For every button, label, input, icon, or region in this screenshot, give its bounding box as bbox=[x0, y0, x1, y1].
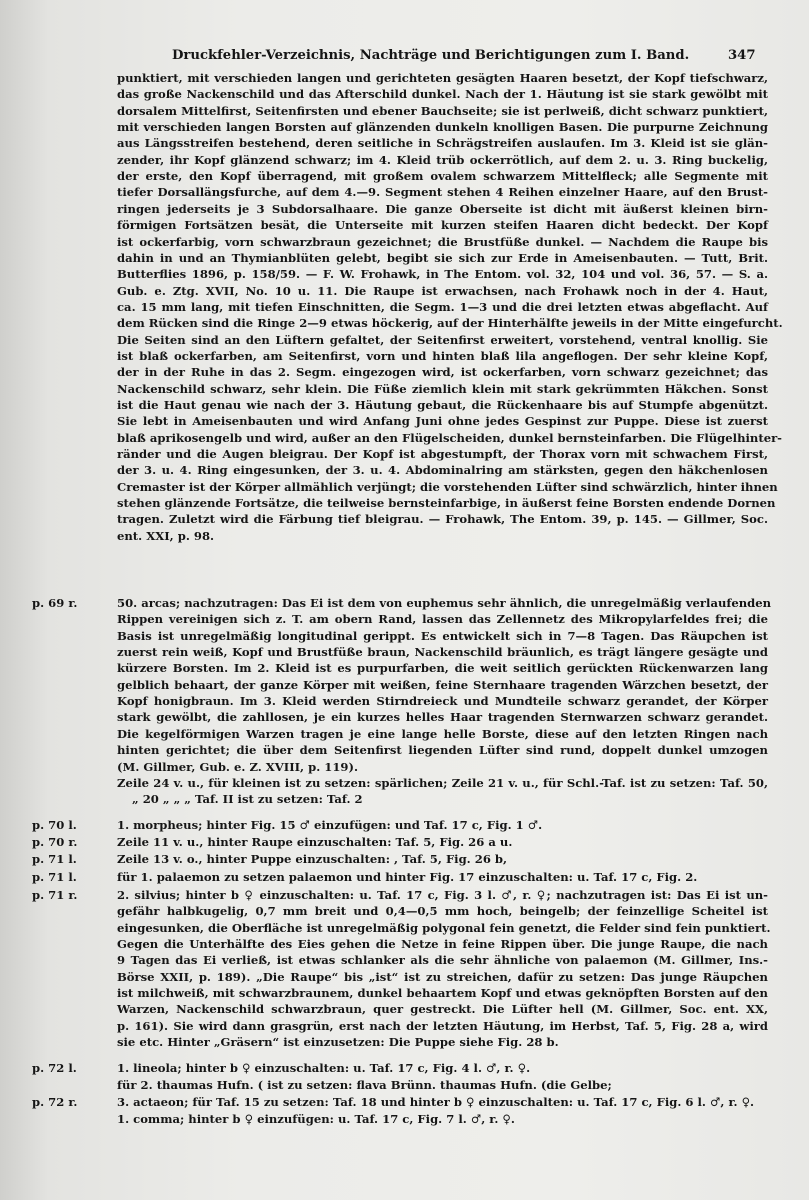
text-line: Cremaster ist der Körper allmählich verjüngt; die vorstehenden Lüfter sind schwärzlich, hinter ihnen bbox=[117, 479, 778, 494]
text-line: blaß aprikosengelb und wird, außer an den Flügelscheiden, dunkel bernsteinfarben. Die Flügelhinter- bbox=[117, 430, 782, 445]
text-line: 9 Tagen das Ei verließ, ist etwas schlanker als die sehr ähnliche von palaemon (M. Gillmer, Ins.- bbox=[117, 953, 768, 968]
page-reference: p. 71 l. bbox=[32, 870, 77, 884]
text-line: für 2. thaumas Hufn. ( ist zu setzen: flava Brünn. thaumas Hufn. (die Gelbe; bbox=[117, 1078, 612, 1092]
text-line: 3. actaeon; für Taf. 15 zu setzen: Taf. 18 und hinter b ♀ einzuschalten: u. Taf. 17 c, Fig. 6 l. ♂, r. ♀. bbox=[117, 1095, 755, 1109]
text-line: 1. lineola; hinter b ♀ einzuschalten: u. Taf. 17 c, Fig. 4 l. ♂, r. ♀. bbox=[117, 1061, 531, 1075]
text-line: ent. XXI, p. 98. bbox=[117, 528, 215, 543]
text-line: 1. morpheus; hinter Fig. 15 ♂ einzufügen: und Taf. 17 c, Fig. 1 ♂. bbox=[117, 818, 543, 832]
text-line: hinten gerichtet; die über dem Seitenfirst liegenden Lüfter sind rund, doppelt dunkel umzogen bbox=[117, 743, 768, 758]
text-line: Rippen vereinigen sich z. T. am obern Rand, lassen das Zellennetz des Mikropylarfeldes frei; die bbox=[117, 612, 768, 627]
text-line: zuerst rein weiß, Kopf und Brustfüße braun, Nackenschild bräunlich, es trägt längere gesägte und bbox=[117, 645, 768, 660]
text-line: mit verschieden langen Borsten auf glänzenden dunkeln knolligen Basen. Die purpurne Zeichnung bbox=[117, 120, 768, 135]
text-line: förmigen Fortsätzen besät, die Unterseite mit kurzen steifen Haaren dicht bedeckt. Der Kopf bbox=[117, 218, 768, 233]
text-line: Zeile 13 v. o., hinter Puppe einzuschalten: , Taf. 5, Fig. 26 b, bbox=[117, 852, 508, 866]
text-line: stehen glänzende Fortsätze, die teilweise bernsteinfarbige, in äußerst feine Borsten endende Dornen bbox=[117, 496, 776, 511]
page-reference: p. 72 r. bbox=[32, 1095, 78, 1109]
text-line: Zeile 11 v. u., hinter Raupe einzuschalten: Taf. 5, Fig. 26 a u. bbox=[117, 835, 513, 849]
text-line: ca. 15 mm lang, mit tiefen Einschnitten, die Segm. 1—3 und die drei letzten etwas abgeflacht. Auf bbox=[117, 299, 768, 314]
text-line: der 3. u. 4. Ring eingesunken, der 3. u. 4. Abdominalring am stärksten, gegen den häkchenlosen bbox=[117, 463, 768, 478]
text-line: p. 161). Sie wird dann grasgrün, erst nach der letzten Häutung, im Herbst, Taf. 5, Fig. 28 a, wird bbox=[117, 1018, 768, 1033]
text-line: zender, ihr Kopf glänzend schwarz; im 4. Kleid trüb ockerrötlich, auf dem 2. u. 3. Ring buckelig, bbox=[117, 152, 768, 167]
page-reference: p. 71 l. bbox=[32, 852, 77, 866]
text-line: stark gewölbt, die zahllosen, je ein kurzes helles Haar tragenden Sternwarzen schwarz gerandet. bbox=[117, 710, 768, 725]
text-line: Nackenschild schwarz, sehr klein. Die Füße ziemlich klein mit stark gekrümmten Häkchen. Sonst bbox=[117, 381, 768, 396]
text-line: kürzere Borsten. Im 2. Kleid ist es purpurfarben, die weit seitlich gerückten Rückenwarzen lang bbox=[117, 661, 768, 676]
text-line: sie etc. Hinter „Gräsern“ ist einzusetzen: Die Puppe siehe Fig. 28 b. bbox=[117, 1035, 559, 1050]
text-line: Kopf honigbraun. Im 3. Kleid werden Stirndreieck und Mundteile schwarz gerandet, der Körper bbox=[117, 694, 768, 709]
text-line: dahin in und an Thymianblüten gelebt, begibt sie sich zur Erde in Ameisenbauten. — Tutt, Brit. bbox=[117, 250, 768, 265]
text-line: 2. silvius; hinter b ♀ einzuschalten: u. Taf. 17 c, Fig. 3 l. ♂, r. ♀; nachzutragen ist: Das Ei ist un- bbox=[117, 888, 768, 902]
text-line: „ 20 „ „ „ Taf. II ist zu setzen: Taf. 2 bbox=[132, 792, 363, 807]
text-line: 1. comma; hinter b ♀ einzufügen: u. Taf. 17 c, Fig. 7 l. ♂, r. ♀. bbox=[117, 1112, 515, 1126]
text-line: 50. arcas; nachzutragen: Das Ei ist dem von euphemus sehr ähnlich, die unregelmäßig verlaufenden bbox=[117, 596, 772, 610]
text-line: der in der Ruhe in das 2. Segm. eingezogen wird, ist ockerfarben, vorn schwarz gezeichnet; das bbox=[117, 365, 768, 380]
page-reference: p. 70 l. bbox=[32, 818, 77, 832]
text-line: ist die Haut genau wie nach der 3. Häutung gebaut, die Rückenhaare bis auf Stumpfe abgenützt. bbox=[117, 398, 768, 412]
text-line: ist blaß ockerfarben, am Seitenfirst, vorn und hinten blaß lila angeflogen. Der sehr kleine Kopf, bbox=[117, 348, 768, 363]
text-line: Gegen die Unterhälfte des Eies gehen die Netze in feine Rippen über. Die junge Raupe, die nach bbox=[117, 937, 768, 952]
text-line: das große Nackenschild und das Afterschild dunkel. Nach der 1. Häutung ist sie stark gewölbt mit bbox=[117, 87, 768, 102]
page-reference: p. 70 r. bbox=[32, 835, 78, 849]
text-line: tragen. Zuletzt wird die Färbung tief bleigrau. — Frohawk, The Entom. 39, p. 145. — Gillmer, Soc. bbox=[117, 512, 768, 527]
page-number: 347 bbox=[728, 48, 756, 63]
page-reference: p. 72 l. bbox=[32, 1061, 77, 1075]
text-line: dorsalem Mittelfirst, Seitenfirsten und ebener Bauchseite; sie ist perlweiß, dicht schwarz punktiert, bbox=[117, 103, 768, 118]
text-line: Basis ist unregelmäßig longitudinal gerippt. Es entwickelt sich in 7—8 Tagen. Das Räupchen ist bbox=[117, 628, 768, 643]
text-line: Zeile 24 v. u., für kleinen ist zu setzen: spärlichen; Zeile 21 v. u., für Schl.-Taf. ist zu setzen: Taf. 50, bbox=[117, 775, 768, 790]
text-line: ist ockerfarbig, vorn schwarzbraun gezeichnet; die Brustfüße dunkel. — Nachdem die Raupe bis bbox=[117, 234, 768, 249]
text-line: dem Rücken sind die Ringe 2—9 etwas höckerig, auf der Hinterhälfte jeweils in der Mitte eingefurcht. bbox=[117, 316, 783, 331]
text-line: gefähr halbkugelig, 0,7 mm breit und 0,4—0,5 mm hoch, beingelb; der feinzellige Scheitel ist bbox=[117, 904, 768, 919]
text-line: der erste, den Kopf überragend, mit großem ovalem schwarzem Mittelfleck; alle Segmente mit bbox=[117, 169, 768, 184]
text-line: Warzen, Nackenschild schwarzbraun, quer gestreckt. Die Lüfter hell (M. Gillmer, Soc. ent. XX, bbox=[117, 1002, 768, 1017]
text-line: Butterflies 1896, p. 158/59. — F. W. Frohawk, in The Entom. vol. 32, 104 und vol. 36, 57. — S. a. bbox=[117, 267, 768, 282]
text-line: für 1. palaemon zu setzen palaemon und hinter Fig. 17 einzuschalten: u. Taf. 17 c, Fig. 2. bbox=[117, 870, 698, 884]
text-line: gelblich behaart, der ganze Körper mit weißen, feine Sternhaare tragenden Wärzchen besetzt, der bbox=[117, 677, 768, 692]
text-line: ränder und die Augen bleigrau. Der Kopf ist abgestumpft, der Thorax vorn mit schwachem First, bbox=[117, 447, 768, 462]
text-line: tiefer Dorsallängsfurche, auf dem 4.—9. Segment stehen 4 Reihen einzelner Haare, auf den Brust- bbox=[117, 185, 768, 200]
page-reference: p. 71 r. bbox=[32, 888, 78, 902]
text-line: punktiert, mit verschieden langen und gerichteten gesägten Haaren besetzt, der Kopf tiefschwarz, bbox=[117, 71, 768, 85]
text-line: Gub. e. Ztg. XVII, No. 10 u. 11. Die Raupe ist erwachsen, nach Frohawk noch in der 4. Haut, bbox=[117, 283, 768, 298]
text-line: Die kegelförmigen Warzen tragen je eine lange helle Borste, diese auf den letzten Ringen nach bbox=[117, 726, 768, 741]
page-reference: p. 69 r. bbox=[32, 596, 78, 610]
text-line: eingesunken, die Oberfläche ist unregelmäßig polygonal fein genetzt, die Felder sind fein punktiert. bbox=[117, 920, 771, 935]
text-line: Sie lebt in Ameisenbauten und wird Anfang Juni ohne jedes Gespinst zur Puppe. Diese ist zuerst bbox=[117, 414, 768, 429]
header-title: Druckfehler-Verzeichnis, Nachträge und Berichtigungen zum I. Band. bbox=[172, 48, 690, 63]
text-line: Die Seiten sind an den Lüftern gefaltet, der Seitenfirst erweitert, vorstehend, ventral knollig. Sie bbox=[117, 332, 768, 347]
text-line: aus Längsstreifen bestehend, deren seitliche in Schrägstreifen auslaufen. Im 3. Kleid ist sie glän- bbox=[117, 136, 768, 151]
text-line: ist milchweiß, mit schwarzbraunem, dunkel behaartem Kopf und etwas geknöpften Borsten auf den bbox=[117, 986, 768, 1001]
text-line: Börse XXII, p. 189). „Die Raupe“ bis „ist“ ist zu streichen, dafür zu setzen: Das junge Räupchen bbox=[117, 969, 768, 984]
text-line: ringen jederseits je 3 Subdorsalhaare. Die ganze Oberseite ist dicht mit äußerst kleinen birn- bbox=[117, 201, 768, 216]
text-line: (M. Gillmer, Gub. e. Z. XVIII, p. 119). bbox=[117, 759, 359, 774]
